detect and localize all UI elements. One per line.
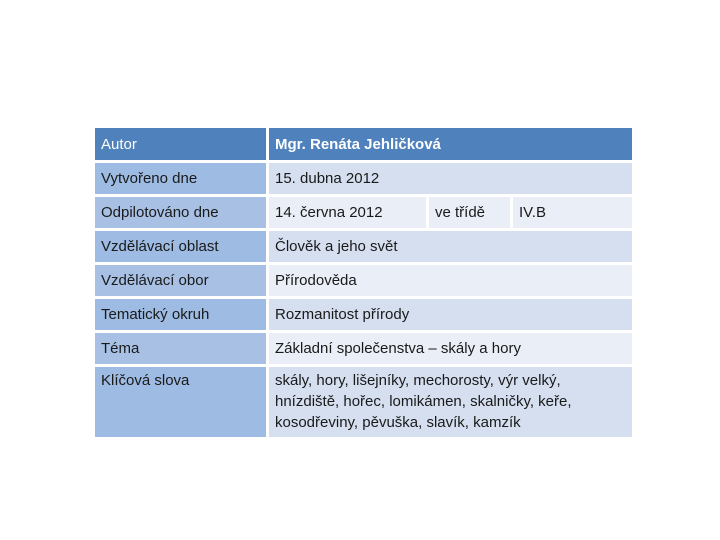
theme-label: Téma: [95, 333, 266, 364]
topic-area-label: Tematický okruh: [95, 299, 266, 330]
table-row-piloted: [95, 197, 632, 228]
table-row-area: [95, 231, 632, 262]
area-label: Vzdělávací oblast: [95, 231, 266, 262]
created-value: 15. dubna 2012: [269, 163, 632, 194]
table-row-author: [95, 128, 632, 160]
piloted-split: [269, 197, 632, 228]
table-row-topic-area: [95, 299, 632, 330]
table-row-keywords: [95, 367, 632, 437]
field-label: Vzdělávací obor: [95, 265, 266, 296]
class-label: ve třídě: [429, 197, 510, 228]
field-value: Přírodověda: [269, 265, 632, 296]
keywords-label: Klíčová slova: [95, 367, 266, 437]
table-row-theme: [95, 333, 632, 364]
topic-area-value: Rozmanitost přírody: [269, 299, 632, 330]
table-row-created: [95, 163, 632, 194]
table-row-field: [95, 265, 632, 296]
piloted-label: Odpilotováno dne: [95, 197, 266, 228]
metadata-table: [95, 128, 632, 440]
keywords-value: skály, hory, lišejníky, mechorosty, výr velký, hnízdiště, hořec, lomikámen, skalničky, keře, kosodřeviny, pěvuška, slavík, kamzík: [269, 367, 632, 437]
created-label: Vytvořeno dne: [95, 163, 266, 194]
piloted-value: 14. června 2012: [269, 197, 426, 228]
area-value: Člověk a jeho svět: [269, 231, 632, 262]
author-value: Mgr. Renáta Jehličková: [269, 128, 632, 160]
class-value: IV.B: [513, 197, 632, 228]
theme-value: Základní společenstva – skály a hory: [269, 333, 632, 364]
author-label: Autor: [95, 128, 266, 160]
